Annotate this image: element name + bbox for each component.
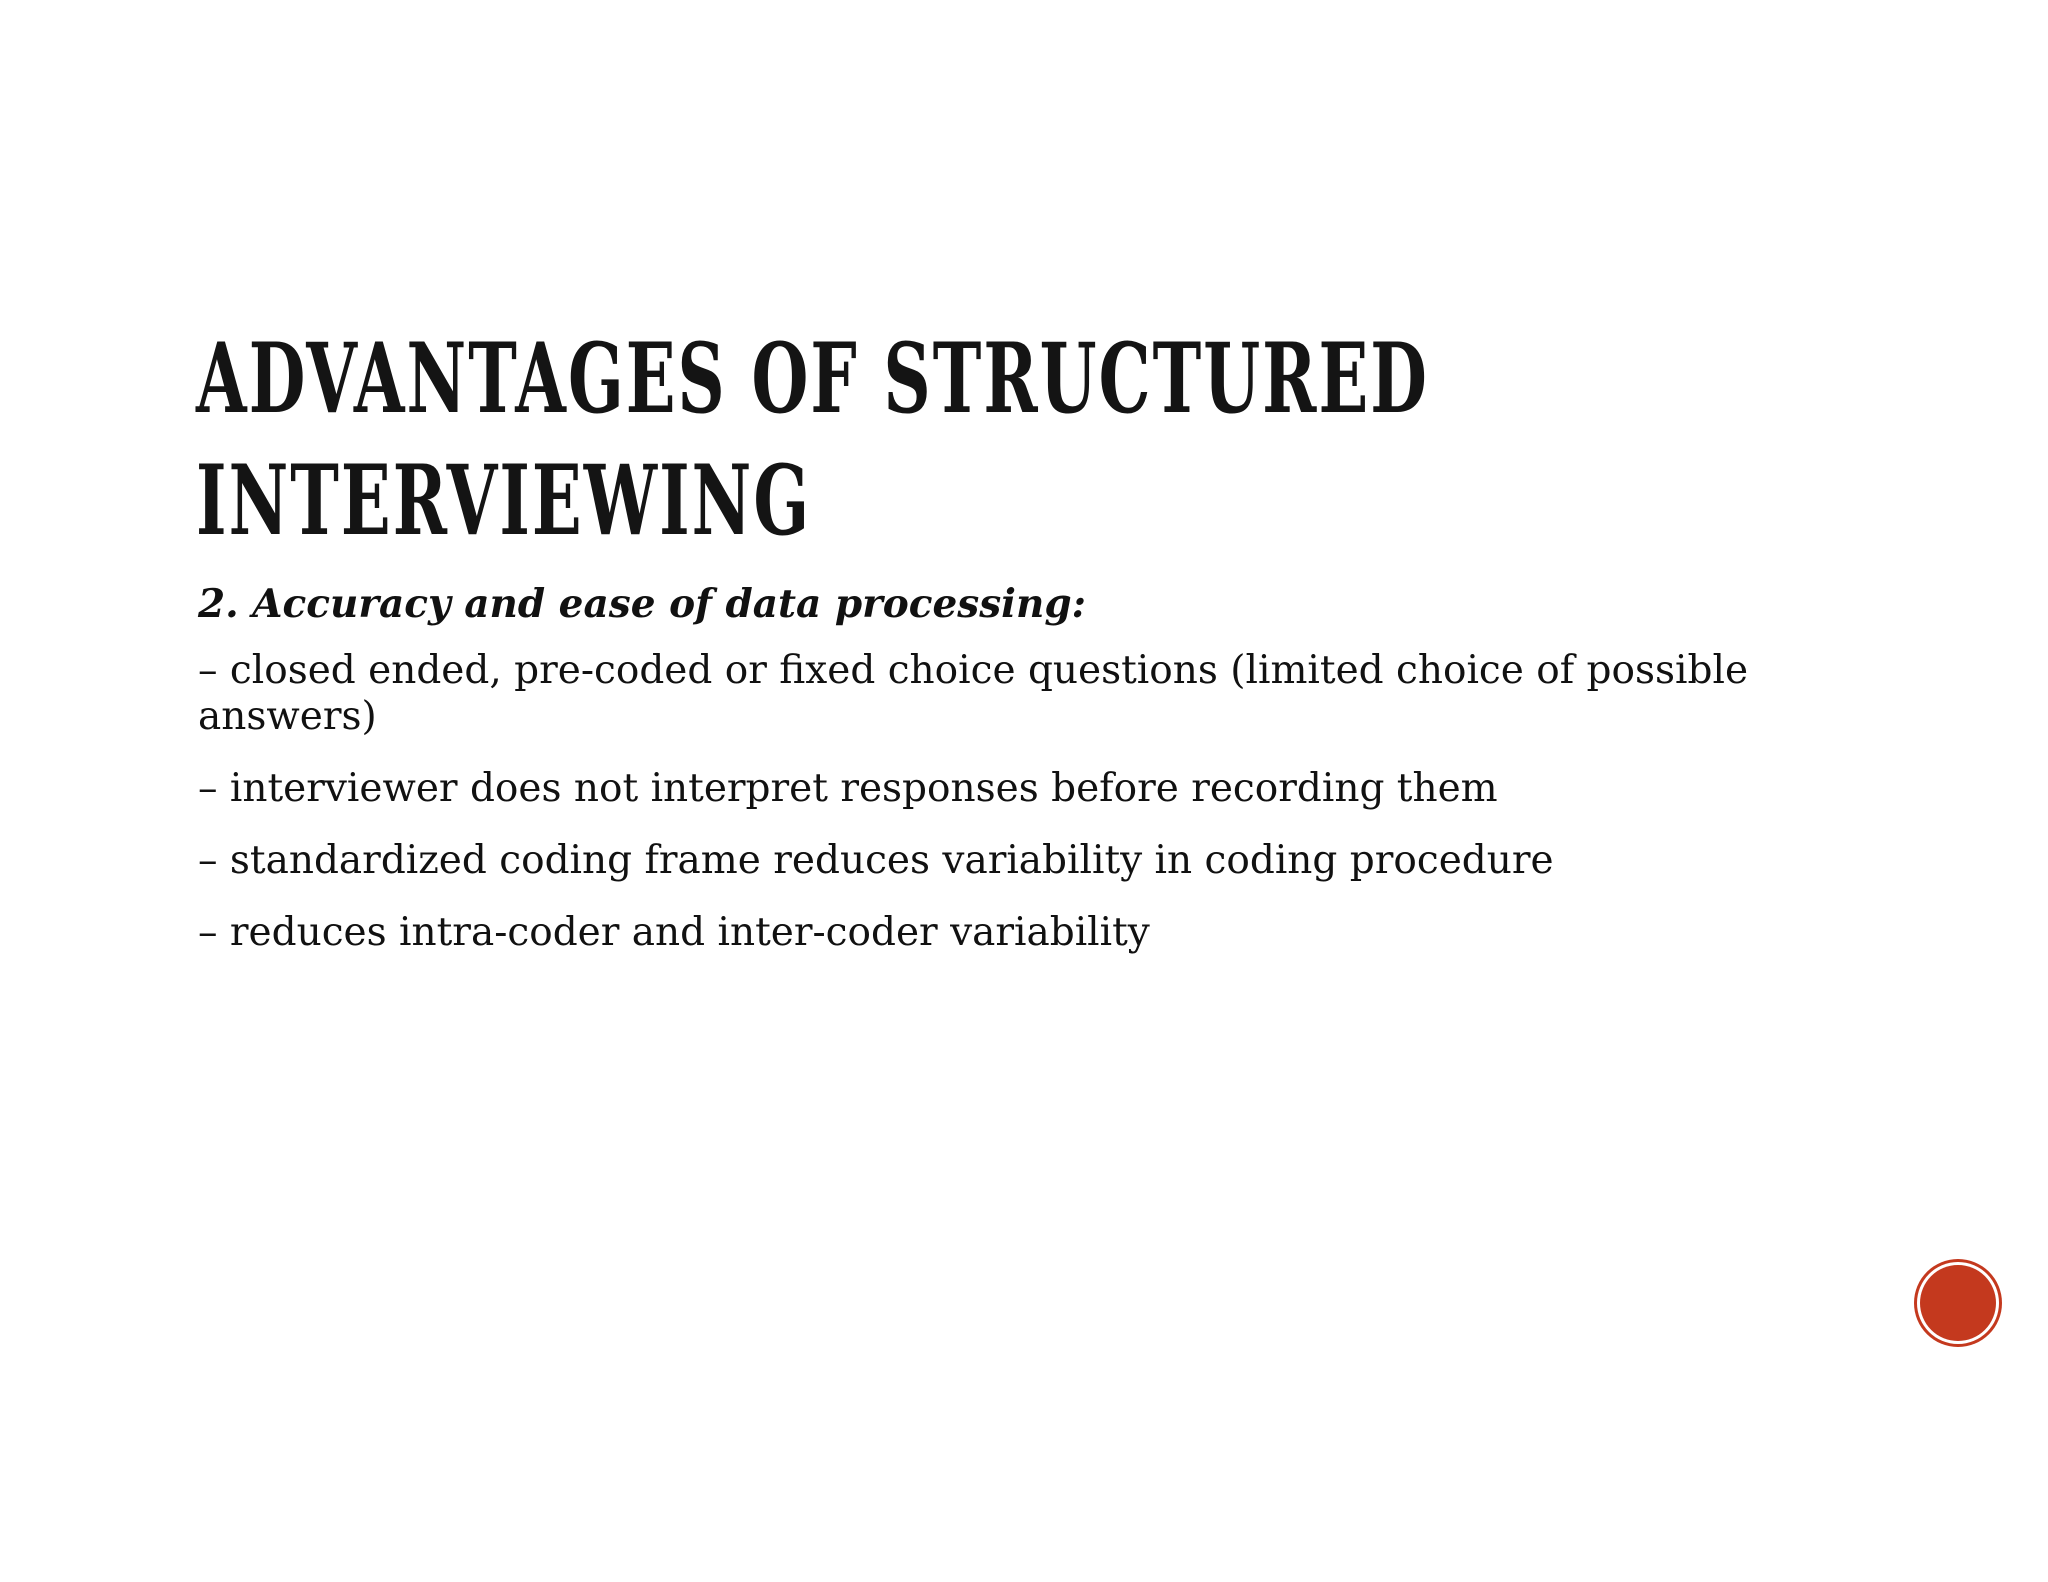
slide-body <box>198 580 1898 982</box>
slide-number-badge <box>1920 1265 1996 1341</box>
bullet-item: – interviewer does not interpret responses before recording them <box>198 766 1498 811</box>
bullet-item: – reduces intra-coder and inter-coder variability <box>198 910 1150 955</box>
bullet-item: – closed ended, pre-coded or fixed choice questions (limited choice of possible answers) <box>198 648 1749 739</box>
slide-title <box>196 318 1429 562</box>
section-subheading: 2. Accuracy and ease of data processing: <box>198 581 1087 627</box>
title-line-2: INTERVIEWING <box>196 444 812 557</box>
title-line-1: ADVANTAGES OF STRUCTURED <box>196 322 1429 435</box>
bullet-item: – standardized coding frame reduces variability in coding procedure <box>198 838 1554 883</box>
